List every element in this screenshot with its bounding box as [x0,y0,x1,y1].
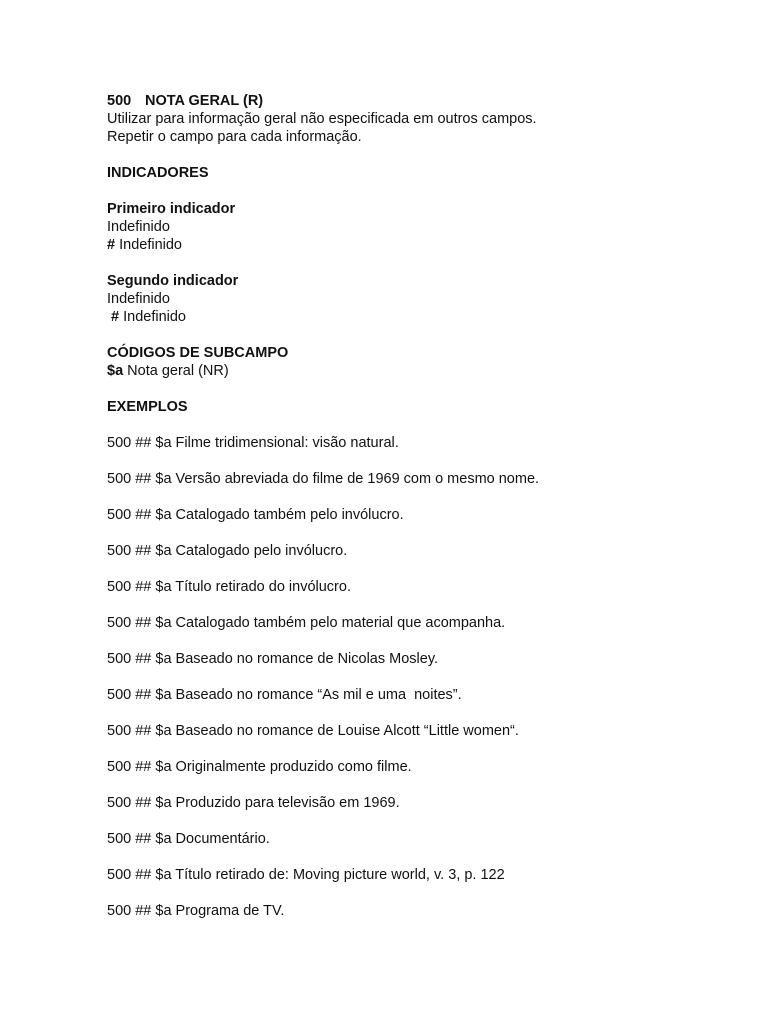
example-item: 500 ## $a Título retirado de: Moving picture world, v. 3, p. 122 [107,867,505,883]
second-indicator-heading: Segundo indicador [107,273,239,289]
field-title: NOTA GERAL (R) [145,93,264,109]
examples-list [107,434,747,920]
example-item: 500 ## $a Catalogado também pelo invólucro. [107,507,404,523]
example-item: 500 ## $a Baseado no romance “As mil e uma noites”. [107,687,462,703]
document-page [107,92,747,938]
second-indicator-line2 [107,308,747,326]
field-description-1: Utilizar para informação geral não especificada em outros campos. [107,111,537,127]
examples-heading: EXEMPLOS [107,399,188,415]
example-item: 500 ## $a Título retirado do invólucro. [107,579,351,595]
field-number: 500 [107,93,132,109]
example-item: 500 ## $a Filme tridimensional: visão natural. [107,435,399,451]
first-indicator-heading: Primeiro indicador [107,201,236,217]
first-indicator-symbol: # [107,237,116,253]
example-item: 500 ## $a Originalmente produzido como filme. [107,759,412,775]
example-item: 500 ## $a Documentário. [107,831,270,847]
second-indicator-symbol: # [111,309,120,325]
example-item: 500 ## $a Baseado no romance de Nicolas Mosley. [107,651,439,667]
example-item: 500 ## $a Versão abreviada do filme de 1969 com o mesmo nome. [107,471,540,487]
subfield-a [107,362,747,380]
field-description-2: Repetir o campo para cada informação. [107,129,362,145]
first-indicator-line2 [107,236,747,254]
first-indicator-line1: Indefinido [107,219,170,235]
subfield-label: Nota geral (NR) [127,363,229,379]
field-heading [107,92,747,110]
example-item: 500 ## $a Catalogado também pelo material que acompanha. [107,615,506,631]
indicators-heading: INDICADORES [107,165,209,181]
second-indicator-value: Indefinido [123,309,186,325]
second-indicator-line1: Indefinido [107,291,170,307]
example-item: 500 ## $a Programa de TV. [107,903,285,919]
subfields-heading: CÓDIGOS DE SUBCAMPO [107,345,289,361]
example-item: 500 ## $a Catalogado pelo invólucro. [107,543,348,559]
example-item: 500 ## $a Baseado no romance de Louise Alcott “Little women“. [107,723,519,739]
first-indicator-value: Indefinido [119,237,182,253]
example-item: 500 ## $a Produzido para televisão em 1969. [107,795,400,811]
subfield-code: $a [107,363,124,379]
